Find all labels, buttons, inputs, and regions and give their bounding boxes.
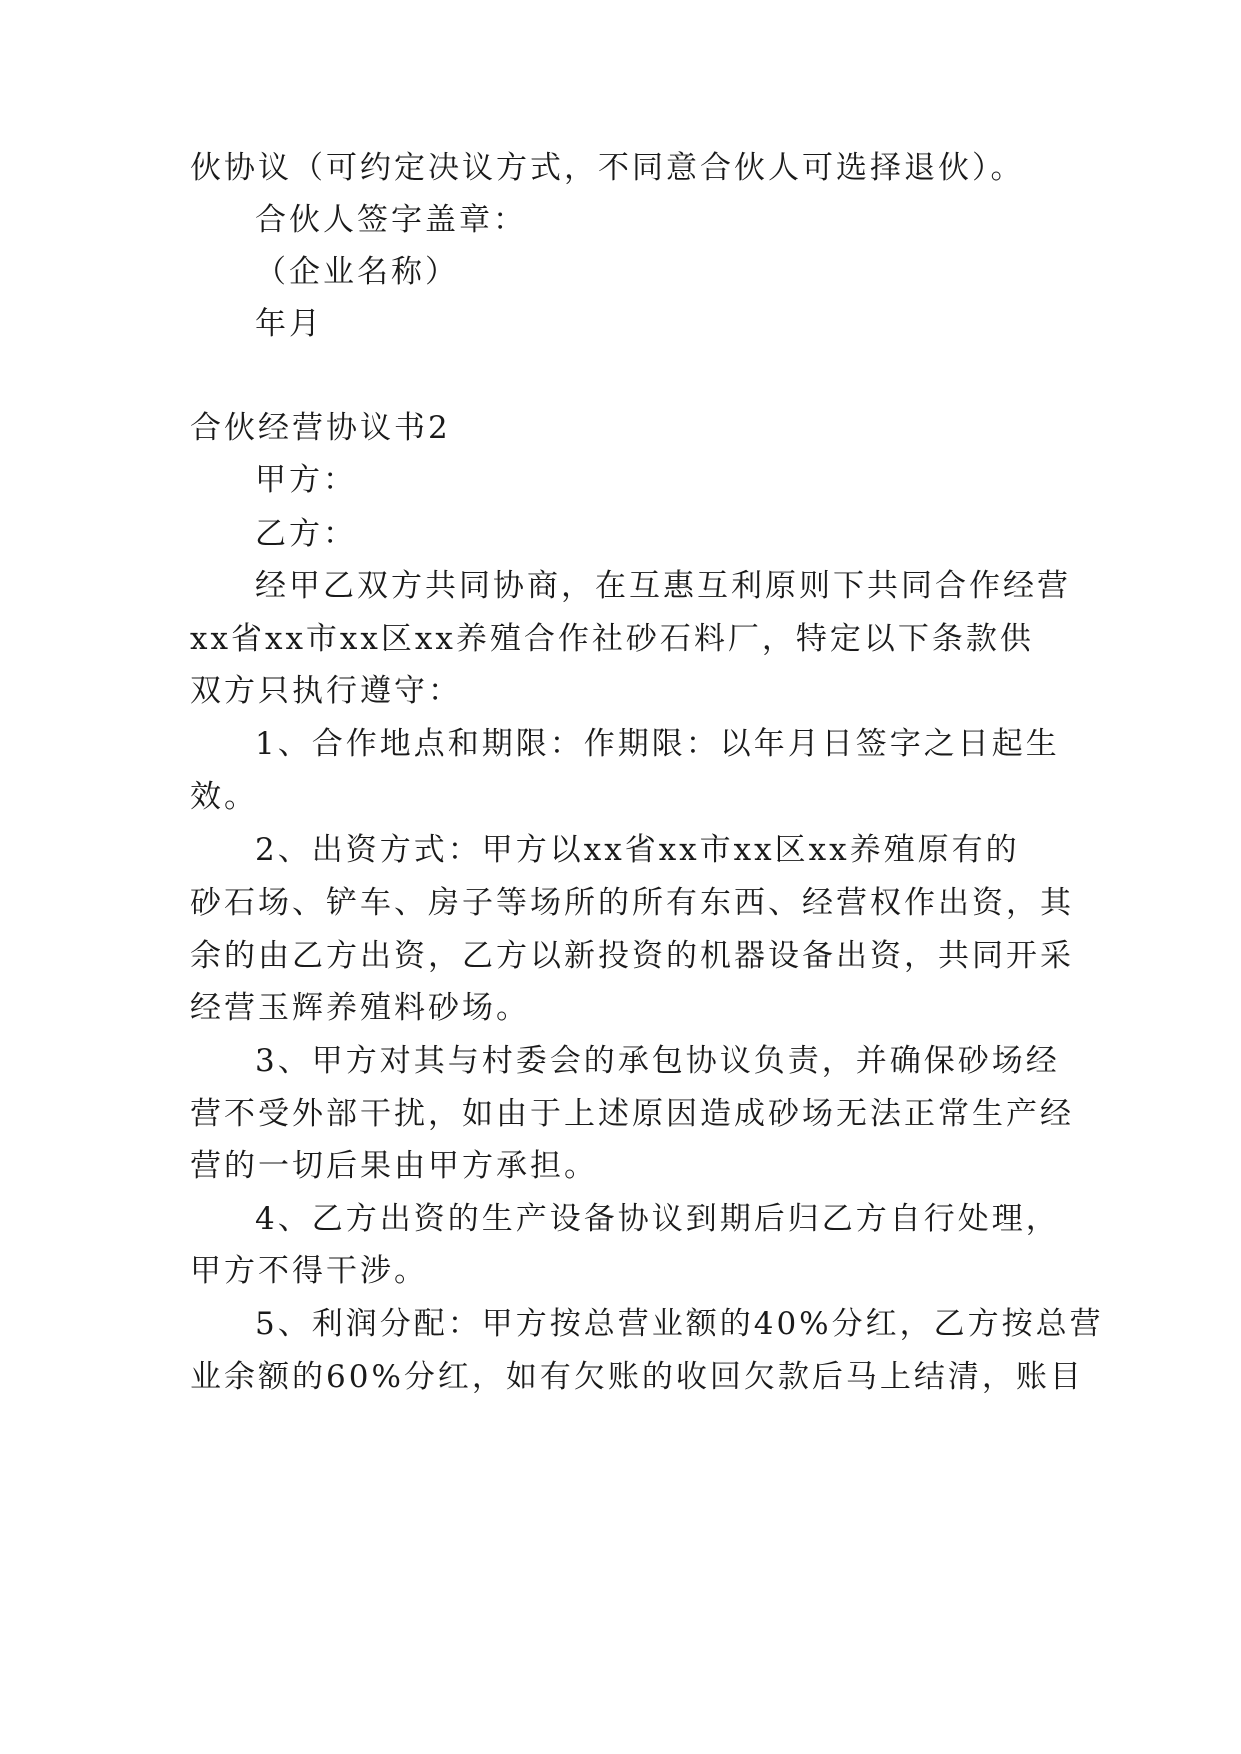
text-line: 业余额的60%分红，如有欠账的收回欠款后马上结清，账目 [190, 1359, 1084, 1395]
text-line: 1、合作地点和期限：作期限：以年月日签字之日起生 [255, 726, 1060, 762]
section-title: 合伙经营协议书2 [190, 410, 451, 446]
text-line: 经甲乙双方共同协商，在互惠互利原则下共同合作经营 [255, 568, 1071, 604]
text-line: 经营玉辉养殖料砂场。 [190, 990, 530, 1026]
text-line: 乙方： [255, 516, 357, 552]
text-line: 甲方不得干涉。 [190, 1253, 428, 1289]
text-line: 年月 [255, 306, 323, 342]
text-line: 砂石场、铲车、房子等场所的所有东西、经营权作出资，其 [190, 885, 1074, 921]
text-line: 营的一切后果由甲方承担。 [190, 1148, 598, 1184]
text-line: xx省xx市xx区xx养殖合作社砂石料厂，特定以下条款供 [190, 621, 1034, 657]
text-line: 4、乙方出资的生产设备协议到期后归乙方自行处理， [255, 1201, 1060, 1237]
text-line: 2、出资方式：甲方以xx省xx市xx区xx养殖原有的 [255, 832, 1020, 868]
text-line: 余的由乙方出资，乙方以新投资的机器设备出资，共同开采 [190, 938, 1074, 974]
text-line: 3、甲方对其与村委会的承包协议负责，并确保砂场经 [255, 1043, 1060, 1079]
text-line: 双方只执行遵守： [190, 673, 462, 709]
text-line: 伙协议（可约定决议方式，不同意合伙人可选择退伙）。 [190, 150, 1025, 186]
text-line: 营不受外部干扰，如由于上述原因造成砂场无法正常生产经 [190, 1096, 1074, 1132]
text-line: 合伙人签字盖章： [255, 202, 527, 238]
text-line: 效。 [190, 779, 258, 815]
text-line: 5、利润分配：甲方按总营业额的40%分红，乙方按总营 [255, 1306, 1104, 1342]
text-line: 甲方： [255, 462, 357, 498]
text-line: （企业名称） [255, 254, 459, 290]
